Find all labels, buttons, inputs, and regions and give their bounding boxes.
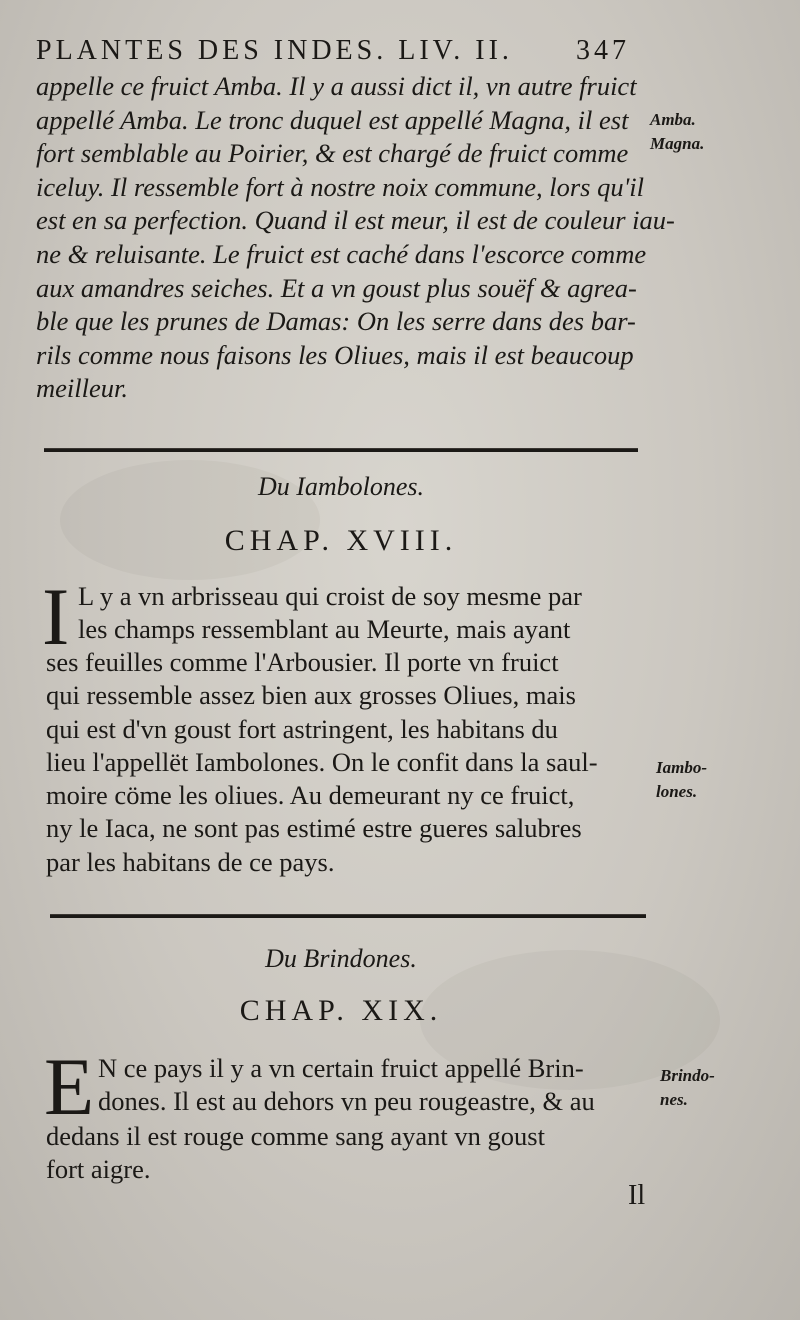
margin-note-line: Brindo- xyxy=(660,1066,715,1085)
drop-cap: E xyxy=(44,1041,95,1132)
margin-note-brindones xyxy=(660,1064,715,1112)
catchword: Il xyxy=(628,1180,646,1211)
main-text xyxy=(36,34,675,406)
text-line: qui ressemble assez bien aux grosses Oliues, mais xyxy=(46,680,576,711)
paragraph-amba xyxy=(36,70,675,406)
margin-note-line: lones. xyxy=(656,782,698,801)
page-number: 347 xyxy=(576,35,630,66)
text-line: fort semblable au Poirier, & est chargé de fruict comme xyxy=(36,138,629,169)
running-title: PLANTES DES INDES. LIV. II. xyxy=(36,35,513,66)
text-line: rils comme nous faisons les Oliues, mais il est beaucoup xyxy=(36,339,634,370)
text-line: dedans il est rouge comme sang ayant vn goust xyxy=(46,1121,545,1151)
drop-cap: I xyxy=(42,571,70,662)
running-header xyxy=(36,34,646,68)
text-line: fort aigre. xyxy=(46,1154,151,1185)
margin-note-line: nes. xyxy=(660,1090,688,1109)
text-line: ne & reluisante. Le fruict est caché dans l'escorce comme xyxy=(36,238,647,269)
text-line: aux amandres seiches. Et a vn goust plus souëf & agrea- xyxy=(36,272,637,303)
section-subtitle: Du Iambolones. xyxy=(257,472,425,501)
margin-note-line: Amba. xyxy=(650,110,696,129)
text-line: lieu l'appellët Iambolones. On le confit dans la saul- xyxy=(46,746,598,777)
margin-note-line: Iambo- xyxy=(656,758,707,777)
text-line: appelle ce fruict Amba. Il y a aussi dict il, vn autre fruict xyxy=(36,71,637,101)
text-line: qui est d'vn goust fort astringent, les habitans du xyxy=(46,713,558,744)
section-divider xyxy=(44,448,638,452)
text-line: iceluy. Il ressemble fort à nostre noix commune, lors qu'il xyxy=(36,171,644,202)
chapter-heading: CHAP. XVIII. xyxy=(224,524,458,557)
paragraph-brindones xyxy=(98,1052,648,1119)
text-line: dones. Il est au dehors vn peu rougeastre, & au xyxy=(98,1086,595,1117)
text-line: N ce pays il y a vn certain fruict appellé Brin- xyxy=(98,1053,584,1083)
text-line: est en sa perfection. Quand il est meur, il est de couleur iau- xyxy=(36,205,675,236)
paragraph-iambolones-cont xyxy=(46,646,646,879)
margin-note-line: Magna. xyxy=(650,134,705,153)
text-line: appellé Amba. Le tronc duquel est appellé Magna, il est xyxy=(36,104,629,135)
paragraph-iambolones xyxy=(78,580,648,647)
text-line: moire cöme les oliues. Au demeurant ny ce fruict, xyxy=(46,780,575,811)
section-subtitle: Du Brindones. xyxy=(265,944,417,973)
margin-note-iambolones xyxy=(656,756,707,804)
text-line: meilleur. xyxy=(36,373,128,404)
text-line: par les habitans de ce pays. xyxy=(46,846,335,877)
text-line: les champs ressemblant au Meurte, mais ayant xyxy=(78,614,571,645)
margin-note-amba xyxy=(650,108,704,156)
paragraph-brindones-cont xyxy=(46,1120,646,1187)
chapter-heading: CHAP. XIX. xyxy=(239,994,443,1027)
text-line: ses feuilles comme l'Arbousier. Il porte vn fruict xyxy=(46,647,559,677)
text-line: L y a vn arbrisseau qui croist de soy mesme par xyxy=(78,581,582,611)
section-divider xyxy=(50,914,646,918)
text-line: ny le Iaca, ne sont pas estimé estre gueres salubres xyxy=(46,813,582,844)
text-line: ble que les prunes de Damas: On les serre dans des bar- xyxy=(36,306,636,337)
